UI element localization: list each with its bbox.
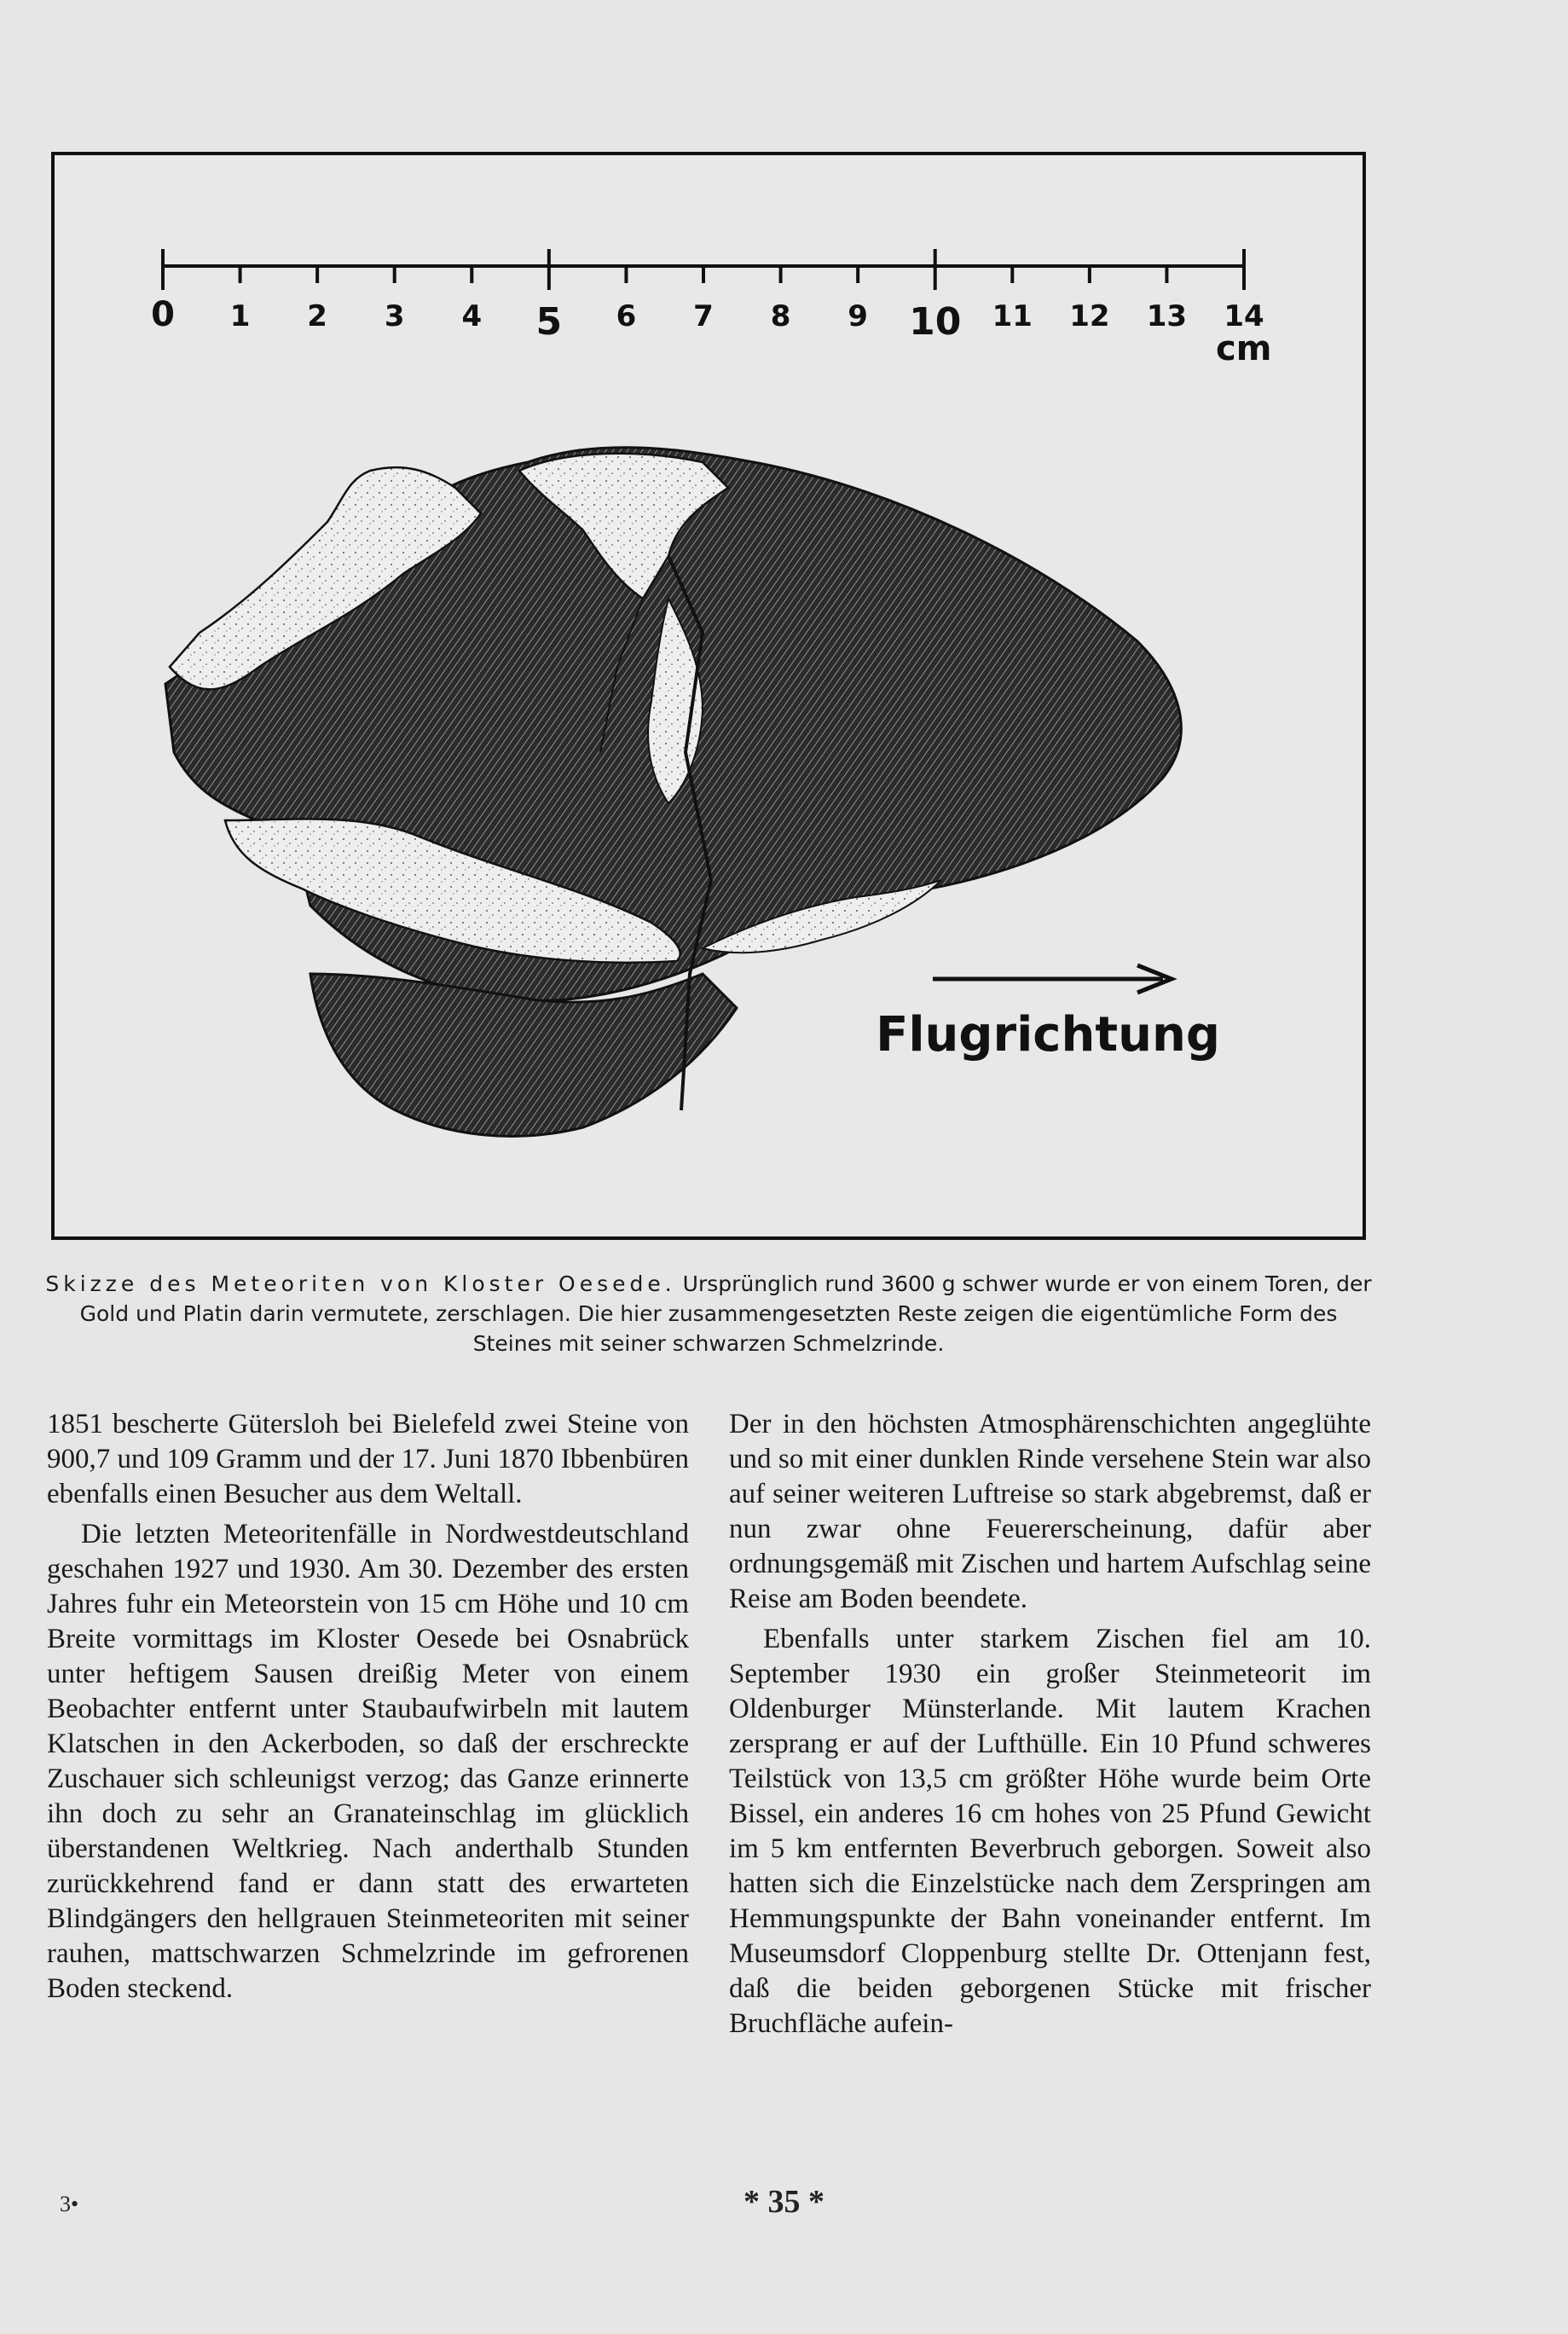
- ruler-label: 9: [848, 299, 868, 333]
- ruler-label: 0: [151, 295, 175, 334]
- ruler-label: 13: [1146, 299, 1188, 333]
- right-column: [729, 1407, 1371, 2042]
- ruler-label: 5: [535, 300, 563, 344]
- ruler-label: 11: [992, 299, 1033, 333]
- right-paragraph-1: Der in den höchsten Atmosphärenschichten angeglühte und so mit einer dunklen Rinde versehene Stein war also auf seiner weiteren Luftreise so stark abgebremst, daß er nun zwar ohne Feuererscheinung, dafür aber ordnungsgemäß mit Zischen und hartem Aufschlag seine Reise am Boden beendete.: [729, 1409, 1371, 1614]
- ruler-label: 1: [229, 299, 251, 333]
- ruler-scale: [151, 249, 1264, 344]
- signature-mark: 3•: [60, 2192, 79, 2216]
- ruler-label: 2: [307, 299, 327, 333]
- caption-lead: Skizze des Meteoriten von Kloster Oesede.: [45, 1271, 676, 1296]
- meteorite-figure: [51, 152, 1366, 1240]
- figure-caption: [43, 1269, 1374, 1358]
- ruler-label: 4: [461, 299, 483, 333]
- ruler-label: 10: [909, 300, 962, 344]
- page-number: * 35 *: [743, 2184, 825, 2220]
- ruler-unit: cm: [1216, 329, 1272, 368]
- ruler-label: 12: [1069, 299, 1110, 333]
- ruler-label: 7: [693, 299, 714, 333]
- ruler-label: 14: [1224, 299, 1264, 333]
- left-paragraph-2: Die letzten Meteoritenfälle in Nordwestdeutschland geschahen 1927 und 1930. Am 30. Dezember des ersten Jahres fuhr ein Meteorstein von 15 cm Höhe und 10 cm Breite vormittags im Kloster Oesede bei Osnabrück unter heftigem Sausen dreißig Meter von einem Beobachter entfernt unter Staubaufwirbeln mit lautem Klatschen in den Ackerboden, so daß der erschreckte Zuschauer sich schleunigst verzog; das Ganze erinnerte ihn doch zu sehr an Granateinschlag im glücklich überstandenen Weltkrieg. Nach anderthalb Stunden zurückkehrend fand er dann statt des erwarteten Blindgängers den hellgrauen Steinmeteoriten mit seiner rauhen, mattschwarzen Schmelzrinde im gefrorenen Boden steckend.: [47, 1519, 689, 2004]
- right-paragraph-2: Ebenfalls unter starkem Zischen fiel am 10. September 1930 ein großer Steinmeteorit im Oldenburger Münsterlande. Mit lautem Krachen zersprang er auf der Lufthülle. Ein 10 Pfund schweres Teilstück von 13,5 cm größter Höhe wurde beim Orte Bissel, ein anderes 16 cm hohes von 25 Pfund Gewicht im 5 km entfernten Beverbruch geborgen. Soweit also hatten sich die Einzelstücke nach dem Zerspringen am Hemmungspunkte der Bahn voneinander entfernt. Im Museumsdorf Cloppenburg stellte Dr. Ottenjann fest, daß die beiden geborgenen Stücke mit frischer Bruchfläche aufein-: [729, 1624, 1371, 2039]
- ruler-label: 6: [616, 299, 637, 333]
- flight-direction-label: Flugrichtung: [876, 1007, 1220, 1063]
- ruler-label: 8: [770, 299, 791, 333]
- left-column: [47, 1407, 689, 2007]
- ruler-label: 3: [384, 299, 405, 333]
- meteorite-sketch: [55, 155, 1363, 1236]
- flight-direction: [876, 965, 1220, 1063]
- caption-text: Ursprünglich rund 3600 g schwer wurde er von einem Toren, der Gold und Platin darin vermutete, zerschlagen. Die hier zusammengesetzten Reste zeigen die eigentümliche Form des Steines mit seiner schwarzen Schmelzrinde.: [79, 1271, 1372, 1356]
- left-paragraph-1: 1851 bescherte Gütersloh bei Bielefeld zwei Steine von 900,7 und 109 Gramm und der 17. Juni 1870 Ibbenbüren ebenfalls einen Besucher aus dem Weltall.: [47, 1409, 689, 1509]
